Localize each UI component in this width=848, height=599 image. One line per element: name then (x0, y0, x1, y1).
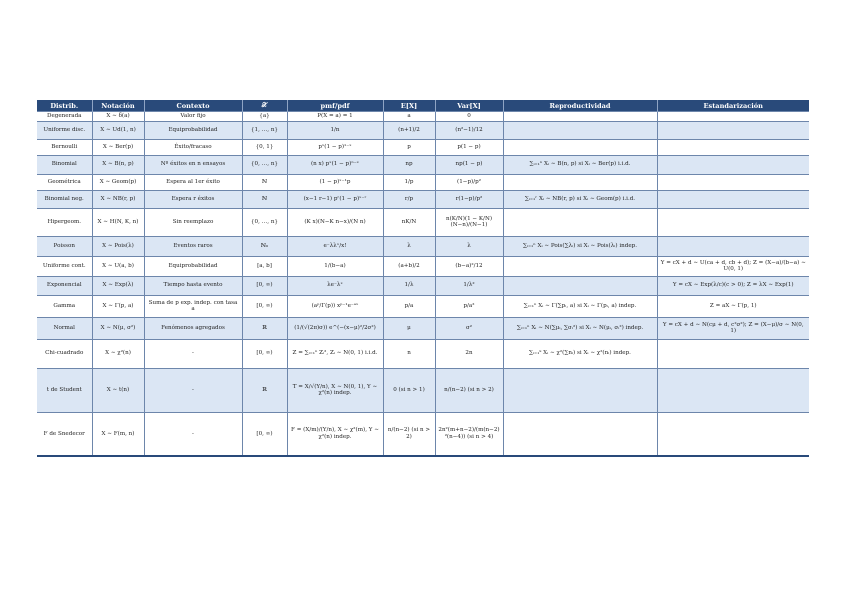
table-cell (503, 412, 657, 456)
table-cell: (1/(√(2π)σ)) e^(−(x−μ)²/2σ²) (287, 317, 383, 339)
table-cell (657, 155, 809, 174)
table-cell: λ (435, 236, 503, 256)
header-cell: Var[X] (435, 100, 503, 112)
table-cell (657, 208, 809, 236)
table-cell: Espera r éxitos (144, 190, 242, 208)
table-cell: Valor fijo (144, 112, 242, 122)
table-cell: Y = cX + d ∼ U(ca + d, cb + d); Z = (X−a)/(b−a) ∼ U(0, 1) (657, 256, 809, 276)
table-cell: [0, ∞) (242, 295, 287, 317)
table-row (37, 295, 809, 317)
table-cell: (1 − p)ˣ⁻¹p (287, 174, 383, 190)
table-cell: T = X/√(Y/n), X ∼ N(0, 1), Y ∼ χ²(n) indep. (287, 368, 383, 412)
table-cell: (1−p)/p² (435, 174, 503, 190)
header-cell: Estandarización (657, 100, 809, 112)
table-row (37, 155, 809, 174)
table-cell: ℕ (242, 174, 287, 190)
table-cell: 2n (435, 339, 503, 368)
table-cell: (b−a)²/12 (435, 256, 503, 276)
table-cell: 0 (si n > 1) (383, 368, 435, 412)
table-row (37, 236, 809, 256)
table-cell: ℕ (242, 190, 287, 208)
header-cell: 𝒳 (242, 100, 287, 112)
table-cell: Equiprobabilidad (144, 121, 242, 139)
table-row (37, 139, 809, 155)
table-cell: Suma de p exp. indep. con tasa a (144, 295, 242, 317)
table-row (37, 112, 809, 122)
table-cell (657, 412, 809, 456)
header-cell: pmf/pdf (287, 100, 383, 112)
table-cell: {a} (242, 112, 287, 122)
table-cell: X ∼ Geom(p) (92, 174, 144, 190)
table-cell: pˣ(1 − p)¹⁻ˣ (287, 139, 383, 155)
table-cell: Bernoulli (37, 139, 92, 155)
table-row (37, 190, 809, 208)
distributions-table (37, 100, 809, 457)
table-cell: p/a (383, 295, 435, 317)
table-cell (657, 236, 809, 256)
table-cell: - (144, 339, 242, 368)
table-cell (657, 139, 809, 155)
table-cell: X ∼ H(N, K, n) (92, 208, 144, 236)
table-cell: X ∼ Γ(p, a) (92, 295, 144, 317)
table-cell: Normal (37, 317, 92, 339)
table-cell: (n x) pˣ(1 − p)ⁿ⁻ˣ (287, 155, 383, 174)
table-cell: p/a² (435, 295, 503, 317)
table-cell: Hipergeom. (37, 208, 92, 236)
table-cell: X ∼ χ²(n) (92, 339, 144, 368)
table-cell: X ∼ Ud(1, n) (92, 121, 144, 139)
table-cell: Binomial neg. (37, 190, 92, 208)
table-row (37, 208, 809, 236)
table-cell: 1/(b−a) (287, 256, 383, 276)
table-cell: (K x)(N−K n−x)/(N n) (287, 208, 383, 236)
table-cell: F = (X/m)/(Y/n), X ∼ χ²(m), Y ∼ χ²(n) indep. (287, 412, 383, 456)
table-cell: ℝ (242, 317, 287, 339)
table-cell: p (383, 139, 435, 155)
table-cell (503, 174, 657, 190)
table-cell: Uniforme cont. (37, 256, 92, 276)
table-cell: λe⁻λˣ (287, 276, 383, 295)
table-cell: r/p (383, 190, 435, 208)
table-body (37, 112, 809, 457)
table-cell: Z = aX ∼ Γ(p, 1) (657, 295, 809, 317)
table-cell: 2n²(m+n−2)/(m(n−2)²(n−4)) (si n > 4) (435, 412, 503, 456)
table-cell: ∑ᵢ₌₁ʳ Xᵢ ∼ NB(r, p) si Xᵢ ∼ Geom(p) i.i.d. (503, 190, 657, 208)
table-cell: ∑ᵢ₌₁ⁿ Xᵢ ∼ B(n, p) si Xᵢ ∼ Ber(p) i.i.d. (503, 155, 657, 174)
table-cell (503, 139, 657, 155)
table-cell: X ∼ N(μ, σ²) (92, 317, 144, 339)
table-cell: P(X = a) = 1 (287, 112, 383, 122)
table-cell: e⁻λλˣ/x! (287, 236, 383, 256)
table-cell: X ∼ t(n) (92, 368, 144, 412)
table-cell: (a+b)/2 (383, 256, 435, 276)
table-cell: np (383, 155, 435, 174)
table-cell (503, 121, 657, 139)
table-row (37, 121, 809, 139)
table-cell: a (383, 112, 435, 122)
table-cell: [a, b] (242, 256, 287, 276)
table-cell (657, 190, 809, 208)
table-cell: Éxito/fracaso (144, 139, 242, 155)
table-cell: n(K/N)(1 − K/N)(N−n)/(N−1) (435, 208, 503, 236)
table-cell: X ∼ δ(a) (92, 112, 144, 122)
header-cell: Contexto (144, 100, 242, 112)
table-cell: 1/p (383, 174, 435, 190)
table-cell: Gamma (37, 295, 92, 317)
table-cell: p(1 − p) (435, 139, 503, 155)
table-cell: X ∼ F(m, n) (92, 412, 144, 456)
table-cell (657, 339, 809, 368)
table-cell: [0, ∞) (242, 276, 287, 295)
table-cell: Chi-cuadrado (37, 339, 92, 368)
table-cell: 0 (435, 112, 503, 122)
table-cell (503, 276, 657, 295)
table-row (37, 412, 809, 456)
table-row (37, 317, 809, 339)
table-cell: σ² (435, 317, 503, 339)
table-cell: ℝ (242, 368, 287, 412)
table-cell: ∑ᵢ₌₁ⁿ Xᵢ ∼ Γ(∑pᵢ, a) si Xᵢ ∼ Γ(pᵢ, a) indep. (503, 295, 657, 317)
table-cell: ∑ᵢ₌₁ⁿ Xᵢ ∼ N(∑μᵢ, ∑σᵢ²) si Xᵢ ∼ N(μᵢ, σᵢ²) indep. (503, 317, 657, 339)
table-cell: (n+1)/2 (383, 121, 435, 139)
table-cell: Eventos raros (144, 236, 242, 256)
table-cell: X ∼ Exp(λ) (92, 276, 144, 295)
table-cell: n/(n−2) (si n > 2) (435, 368, 503, 412)
table-cell: Geométrica (37, 174, 92, 190)
table-cell (657, 174, 809, 190)
table-row (37, 256, 809, 276)
table-cell: Equiprobabilidad (144, 256, 242, 276)
table-cell: {0, 1} (242, 139, 287, 155)
table-cell: Exponencial (37, 276, 92, 295)
table-cell: ∑ᵢ₌₁ⁿ Xᵢ ∼ Pois(∑λᵢ) si Xᵢ ∼ Pois(λᵢ) indep. (503, 236, 657, 256)
table-cell: - (144, 368, 242, 412)
table-cell: (aᵖ/Γ(p)) xᵖ⁻¹e⁻ᵃˣ (287, 295, 383, 317)
table-cell: F de Snedecor (37, 412, 92, 456)
table-row (37, 339, 809, 368)
table-cell: Z = ∑ᵢ₌₁ⁿ Zᵢ², Zᵢ ∼ N(0, 1) i.i.d. (287, 339, 383, 368)
table-row (37, 368, 809, 412)
table-cell (503, 112, 657, 122)
table-cell: (n²−1)/12 (435, 121, 503, 139)
table-cell: Uniforme disc. (37, 121, 92, 139)
table-cell: X ∼ NB(r, p) (92, 190, 144, 208)
table-cell: μ (383, 317, 435, 339)
header-cell: Notación (92, 100, 144, 112)
table-cell: np(1 − p) (435, 155, 503, 174)
table-cell: [0, ∞) (242, 339, 287, 368)
table-cell (503, 368, 657, 412)
table-cell: t de Student (37, 368, 92, 412)
header-cell: E[X] (383, 100, 435, 112)
table-cell: X ∼ U(a, b) (92, 256, 144, 276)
header-cell: Reproductividad (503, 100, 657, 112)
table-cell: Espera al 1er éxito (144, 174, 242, 190)
table-cell: n (383, 339, 435, 368)
table-cell: X ∼ Pois(λ) (92, 236, 144, 256)
table-cell: ∑ᵢ₌₁ᵏ Xᵢ ∼ χ²(∑nᵢ) si Xᵢ ∼ χ²(nᵢ) indep. (503, 339, 657, 368)
header-row (37, 100, 809, 112)
table-cell: Nº éxitos en n ensayos (144, 155, 242, 174)
table-cell: {1, …, n} (242, 121, 287, 139)
table-cell: Sin reemplazo (144, 208, 242, 236)
table-cell: {0, …, n} (242, 155, 287, 174)
table-cell: Y = cX + d ∼ N(cμ + d, c²σ²); Z = (X−μ)/σ ∼ N(0, 1) (657, 317, 809, 339)
table-cell: r(1−p)/p² (435, 190, 503, 208)
table-cell: Binomial (37, 155, 92, 174)
table-row (37, 174, 809, 190)
distributions-table-container (37, 100, 809, 457)
table-cell: Tiempo hasta evento (144, 276, 242, 295)
table-cell: (x−1 r−1) pʳ(1 − p)ˣ⁻ʳ (287, 190, 383, 208)
table-cell (657, 368, 809, 412)
table-cell: Degenerada (37, 112, 92, 122)
table-cell: 1/λ (383, 276, 435, 295)
table-cell: 1/λ² (435, 276, 503, 295)
table-cell: X ∼ Ber(p) (92, 139, 144, 155)
table-cell (657, 121, 809, 139)
table-row (37, 276, 809, 295)
header-cell: Distrib. (37, 100, 92, 112)
table-cell: n/(n−2) (si n > 2) (383, 412, 435, 456)
table-cell: X ∼ B(n, p) (92, 155, 144, 174)
table-cell: 1/n (287, 121, 383, 139)
table-cell: Y = cX ∼ Exp(λ/c)(c > 0); Z = λX ∼ Exp(1) (657, 276, 809, 295)
table-cell (503, 208, 657, 236)
table-cell: - (144, 412, 242, 456)
table-cell (503, 256, 657, 276)
table-cell: {0, …, n} (242, 208, 287, 236)
table-cell: λ (383, 236, 435, 256)
table-cell (657, 112, 809, 122)
table-cell: Fenómenos agregados (144, 317, 242, 339)
table-cell: nK/N (383, 208, 435, 236)
table-cell: Poisson (37, 236, 92, 256)
table-cell: ℕ₀ (242, 236, 287, 256)
table-cell: [0, ∞) (242, 412, 287, 456)
